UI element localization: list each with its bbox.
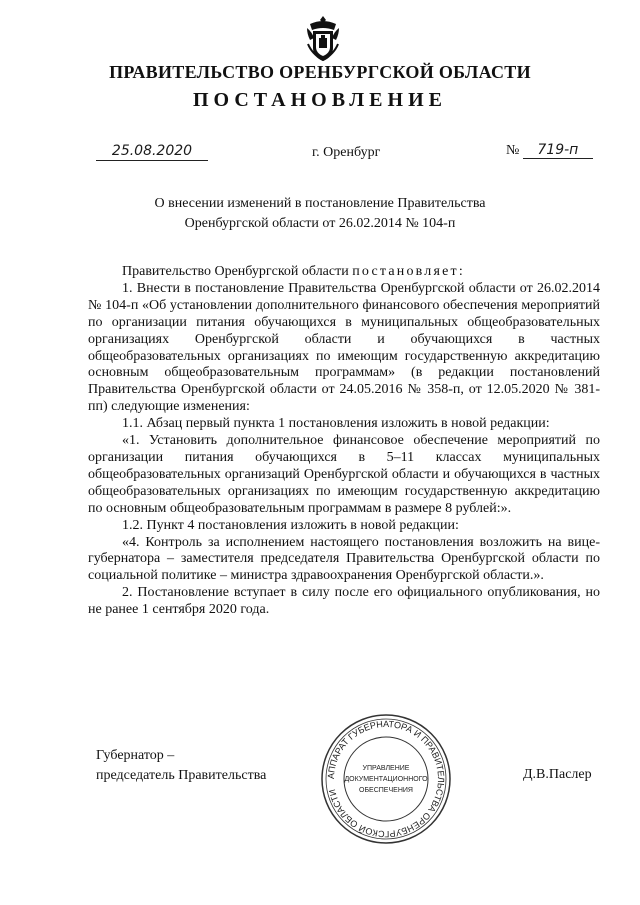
document-type: ПОСТАНОВЛЕНИЕ (193, 89, 447, 111)
stamp-center-line: ОБЕСПЕЧЕНИЯ (359, 787, 413, 794)
document-body (88, 264, 600, 619)
paragraph-1-1-quote: «1. Установить дополнительное финансовое обеспечение мероприятий по организации питания обучающихся в 5–11 классах муниципальных общеобразовательных организаций Оренбургской области и обучающихся в частных общеобразовательных организациях по имеющим государственную аккредитацию по основным общеобразовательным программам в размере 8 рублей:». (88, 433, 600, 516)
intro-paragraph (88, 264, 600, 281)
stamp-center-line: ДОКУМЕНТАЦИОННОГО (344, 776, 428, 783)
paragraph-1-2-quote: «4. Контроль за исполнением настоящего постановления возложить на вице-губернатора – заместителя председателя Правительства Оренбургской области по социальной политике – министра здравоохранения Оренбургской области.». (88, 534, 600, 584)
intro-text: Правительство Оренбургской области (122, 264, 353, 279)
intro-verb: постановляет: (352, 264, 465, 279)
title-line: О внесении изменений в постановление Правительства (154, 196, 486, 211)
document-title (120, 194, 520, 234)
position-line: председатель Правительства (96, 768, 267, 783)
signatory-position (96, 746, 266, 786)
stamp-center-line: УПРАВЛЕНИЕ (362, 765, 410, 772)
paragraph-1-1: 1.1. Абзац первый пункта 1 постановления изложить в новой редакции: (122, 416, 550, 432)
number-value: 719-п (523, 142, 593, 159)
organization-name: ПРАВИТЕЛЬСТВО ОРЕНБУРГСКОЙ ОБЛАСТИ (109, 62, 531, 82)
number-prefix: № (506, 143, 520, 158)
coat-of-arms-icon (304, 14, 342, 62)
document-date: 25.08.2020 (96, 143, 208, 161)
document-city: г. Оренбург (312, 145, 381, 160)
position-line: Губернатор – (96, 748, 175, 763)
paragraph-2: 2. Постановление вступает в силу после его официального опубликования, но не ранее 1 сентября 2020 года. (88, 585, 600, 618)
signatory-name: Д.В.Паслер (523, 767, 592, 782)
official-stamp (319, 712, 453, 846)
paragraph-1: 1. Внести в постановление Правительства Оренбургской области от 26.02.2014 № 104-п «Об установлении дополнительного финансового обеспечения мероприятий по организации питания обучающихся в муниципальных общеобразовательных организациях Оренбургской области и обучающихся в частных общеобразовательных организациях по имеющим государственную аккредитацию основным общеобразовательным программам» (в редакции постановлений Правительства Оренбургской области от 24.05.2016 № 358-п, от 12.05.2020 № 381-пп) следующие изменения: (88, 280, 600, 415)
paragraph-1-2: 1.2. Пункт 4 постановления изложить в новой редакции: (122, 517, 459, 533)
stamp-ring-text: АППАРАТ ГУБЕРНАТОРА И ПРАВИТЕЛЬСТВА ОРЕНБУРГСКОЙ ОБЛАСТИ (325, 718, 447, 840)
title-line: Оренбургской области от 26.02.2014 № 104-п (184, 216, 456, 231)
document-number (506, 142, 593, 159)
